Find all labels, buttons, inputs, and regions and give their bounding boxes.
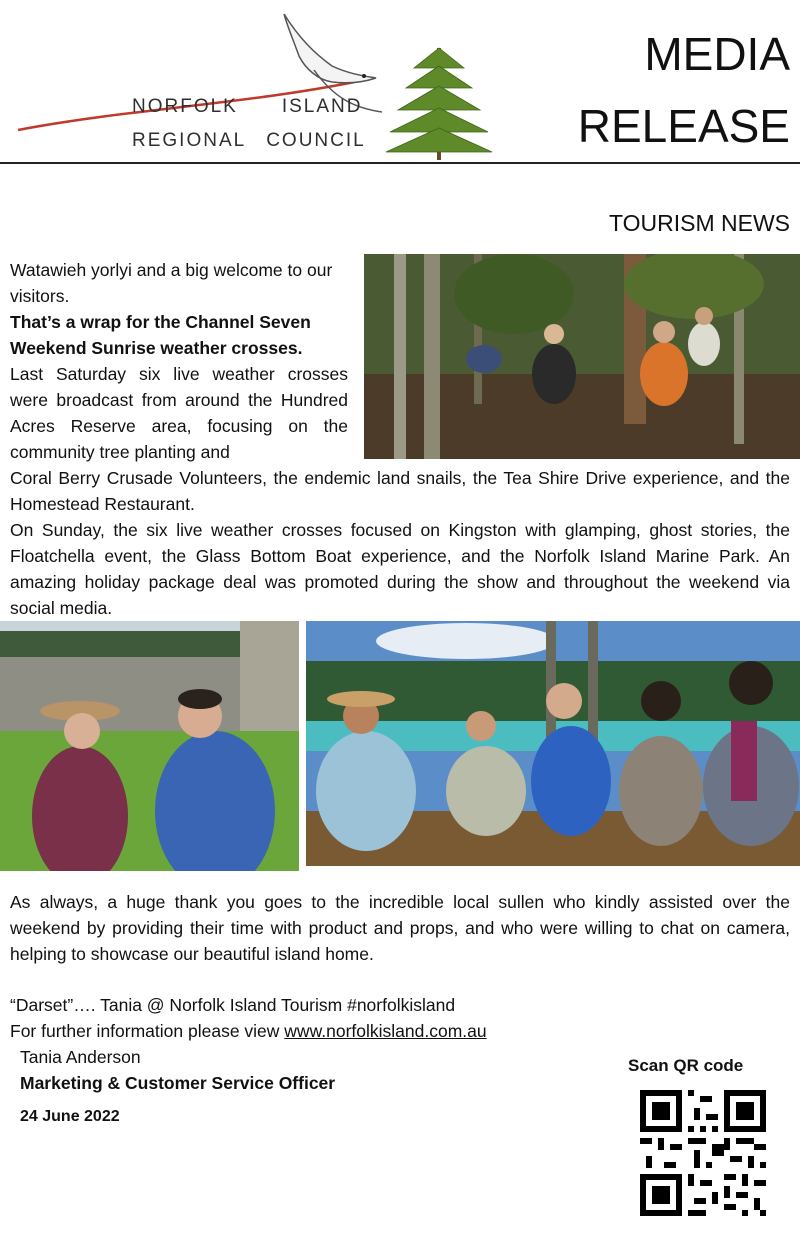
photo-kingston-lawn [0,621,299,871]
paragraph-saturday-end: Coral Berry Crusade Volunteers, the endemic land snails, the Tea Shire Drive experience, and the Homestead Restaurant. [10,468,790,514]
page-header [0,0,800,164]
paragraph-sunday: On Sunday, the six live weather crosses focused on Kingston with glamping, ghost stories, the Floatchella event, the Glass Bottom Boat experience, and the Norfolk Island Marine Park. An amazing holiday package deal was promoted during the show and throughout the weekend via social media. [10,520,790,618]
photo-tree-planting [364,254,800,459]
section-heading: TOURISM NEWS [608,210,790,236]
info-prefix: For further information please view [10,1021,285,1041]
media-release-title [578,18,790,162]
thanks-paragraph: As always, a huge thank you goes to the incredible local sullen who kindly assisted over the weekend by providing their time with product and props, and who were willing to chat on camera, helping to showcase our beautiful island home. [10,892,790,964]
author-role: Marketing & Customer Service Officer [20,1073,336,1093]
website-link[interactable]: www.norfolkisland.com.au [284,1021,487,1041]
council-logo [14,8,504,160]
headline-text: That’s a wrap for the Channel Seven Weekend Sunrise weather crosses. [10,312,311,358]
org-word-regional: REGIONAL [132,130,247,151]
photo-glass-bottom-boat [306,621,800,866]
org-name-line1 [132,96,363,118]
org-word-norfolk: NORFOLK [132,96,238,117]
paragraph-saturday-start: Last Saturday six live weather crosses were broadcast from around the Hundred Acres Reserve area, focusing on the community tree planting and [10,364,348,462]
org-word-island: ISLAND [281,96,363,117]
org-word-council: COUNCIL [266,130,366,151]
release-date: 24 June 2022 [20,1108,120,1125]
qr-label: Scan QR code [628,1056,744,1075]
author-name: Tania Anderson [20,1047,141,1067]
welcome-text: Watawieh yorlyi and a big welcome to our visitors. [10,260,333,306]
qr-code-icon[interactable] [640,1090,766,1216]
info-line [10,1018,630,1044]
org-name-line2 [132,130,366,152]
header-divider [0,162,800,164]
quote-line: “Darset”…. Tania @ Norfolk Island Tourism #norfolkisland [10,995,456,1015]
title-line-media: MEDIA [644,28,790,80]
title-line-release: RELEASE [577,100,790,152]
